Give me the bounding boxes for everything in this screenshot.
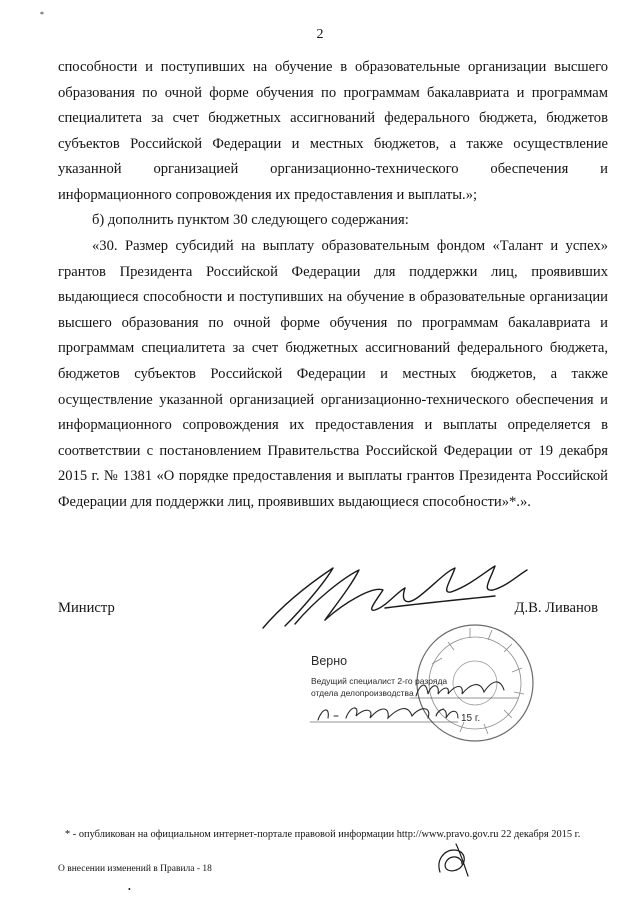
- ink-initials-mark: [432, 838, 476, 878]
- body-paragraph-1: способности и поступивших на обучение в образовательные организации высшего образования по очной форме обучения по программам бакалавриата и программам специалитета за счет бюджетных ассигнований федерального бюджета, бюджетов субъектов Российской Федерации и местных бюджетов, а также осуществление указанной организацией организационно-технического обеспечения и информационного сопровождения их предоставления и выплаты.»;: [58, 59, 608, 203]
- signatory-name: Д.В. Ливанов: [514, 600, 598, 616]
- stamp-handwritten-lines: [308, 650, 528, 730]
- document-reference: О внесении изменений в Правила - 18: [58, 864, 212, 874]
- footnote: * - опубликован на официальном интернет-портале правовой информации http://www.pravo.gov.ru 22 декабря 2015 г.: [65, 829, 581, 840]
- bottom-dot: •: [128, 885, 131, 894]
- body-paragraph-3: «30. Размер субсидий на выплату образовательным фондом «Талант и успех» грантов Президента Российской Федерации для поддержки лиц, проявивших выдающиеся способности и поступивших на обучение в образовательные организации высшего образования по очной форме обучения по программам бакалавриата и программам специалитета за счет бюджетных ассигнований федерального бюджета, бюджетов субъектов Российской Федерации и местных бюджетов, а также осуществление указанной организацией организационно-технического обеспечения и информационного сопровождения их предоставления и выплаты определяется в соответствии с постановлением Правительства Российской Федерации от 19 декабря 2015 г. № 1381 «О порядке предоставления и выплаты грантов Президента Российской Федерации для поддержки лиц, проявивших выдающиеся способности»*.».: [58, 238, 608, 510]
- corner-mark: *: [40, 10, 44, 19]
- page-number: 2: [316, 27, 324, 42]
- body-paragraph-2: б) дополнить пунктом 30 следующего содержания:: [92, 212, 409, 228]
- stamp-position: Ведущий специалист 2-го разряда: [311, 676, 448, 686]
- stamp-year-suffix: 15 г.: [461, 713, 481, 724]
- stamp-verno: Верно: [311, 654, 348, 668]
- signatory-title: Министр: [58, 600, 115, 616]
- stamp-department: отдела делопроизводства: [311, 688, 414, 698]
- certification-stamp: [308, 650, 528, 730]
